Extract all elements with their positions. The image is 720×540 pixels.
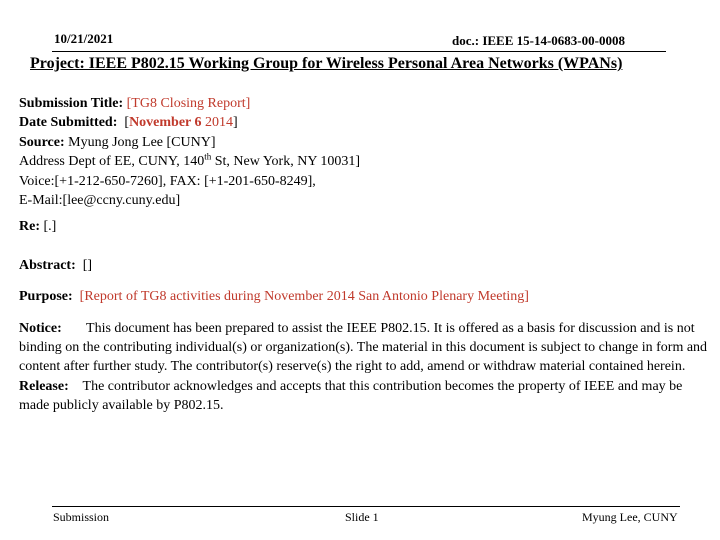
release-text: The contributor acknowledges and accepts that this contribution becomes the property of IEEE and may be made publicly available by P802.15. [19,378,683,414]
re-line [19,217,715,236]
purpose-value: [Report of TG8 activities during November 2014 San Antonio Plenary Meeting] [79,289,529,305]
date-submitted-bold: November 6 [129,115,202,131]
abstract-value: [] [82,257,93,273]
submission-title-line [19,94,715,113]
release-paragraph [19,377,715,416]
submission-body [19,94,715,416]
notice-text: This document has been prepared to assist the IEEE P802.15. It is offered as a basis for discussion and is not binding on the contributing individual(s) or organization(s). The material in this document is subject to change in form and content after further study. The contributor(s) reserve(s) the right to add, amend or withdraw material contained herein. [19,320,708,375]
address-post: St, New York, NY 10031] [211,154,361,170]
date-submitted-label: Date Submitted: [19,115,118,131]
slide-number: Slide 1 [345,510,379,524]
release-label: Release: [19,378,69,394]
abstract-line [19,256,715,275]
header-divider [52,51,666,52]
notice-label: Notice: [19,320,62,336]
date-submitted-line [19,113,715,132]
footer-author: Myung Lee, CUNY [582,510,678,524]
purpose-line [19,287,715,306]
submission-title-label: Submission Title: [19,96,124,111]
re-value: [.] [43,219,57,235]
date-close-bracket: ] [233,115,238,131]
voice-line: Voice:[+1-212-650-7260], FAX: [+1-201-650-8249], [19,173,316,189]
email-line: E-Mail:[lee@ccny.cuny.edu] [19,193,181,209]
footer-divider [52,506,680,507]
address-line [19,152,715,171]
source-line [19,133,715,152]
notice-paragraph [19,319,715,377]
header-date: 10/21/2021 [54,31,114,46]
source-value: Myung Jong Lee [CUNY] [68,134,216,150]
source-label: Source: [19,134,65,150]
date-submitted-year: 2014 [201,115,234,131]
abstract-label: Abstract: [19,257,76,273]
address-pre: Address Dept of EE, CUNY, 140 [19,154,205,170]
project-title: Project: IEEE P802.15 Working Group for Wireless Personal Area Networks (WPANs) [30,55,623,72]
re-label: Re: [19,219,40,235]
address-sup: th [204,151,212,162]
purpose-label: Purpose: [19,289,73,305]
doc-number: doc.: IEEE 15-14-0683-00-0008 [452,33,625,48]
footer-left: Submission [53,510,110,524]
submission-title-value: [TG8 Closing Report] [126,96,251,111]
date-open-bracket: [ [124,115,130,131]
